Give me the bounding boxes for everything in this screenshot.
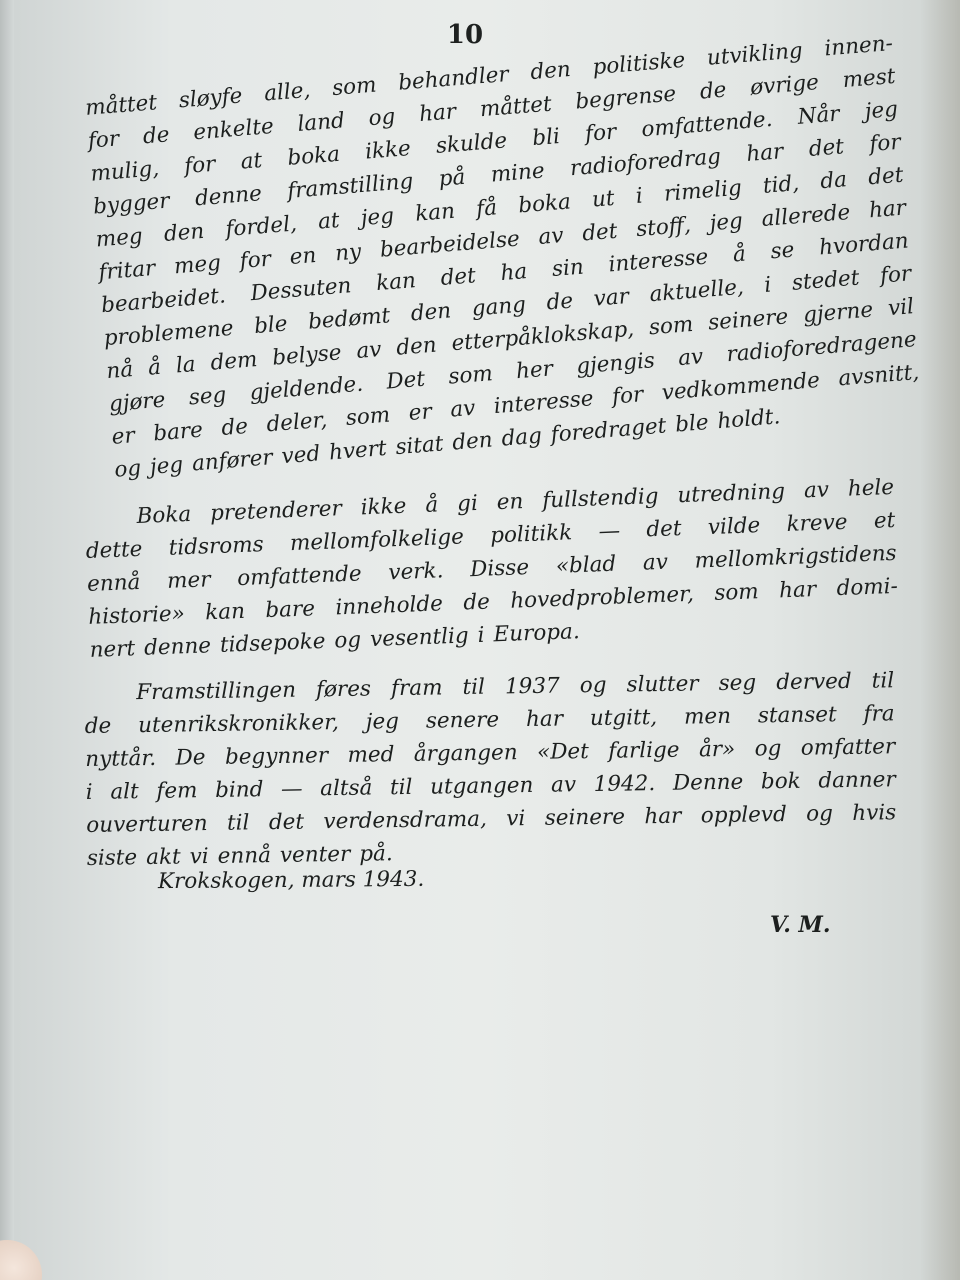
text-line: for de enkelte land og har måttet begrense de øvrige mest: [86, 63, 897, 154]
text-line: dette tidsroms mellomfolkelige politikk — det vilde kreve et: [85, 507, 896, 564]
text-line: gjøre seg gjeldende. Det som her gjengis av radioforedragene: [108, 327, 918, 417]
paragraph-1: [84, 27, 923, 487]
text-line: nyttår. De begynner med årgangen «Det farlige år» og omfatter: [85, 734, 896, 772]
text-line: nert denne tidsepoke og vesentlig i Europa.: [89, 619, 581, 663]
text-line: mulig, for at boka ikke skulde bli for omfattende. Når jeg: [89, 96, 899, 187]
text-line: i alt fem bind — altså til utgangen av 1942. Denne bok danner: [85, 767, 896, 805]
author-initials: V. M.: [770, 912, 831, 938]
text-line: nå å la dem belyse av den etterpåklokskap, som seinere gjerne vil: [105, 294, 915, 385]
text-line: siste akt vi ennå venter på.: [86, 841, 393, 871]
text-line: historie» kan bare inneholde de hovedproblemer, som har domi-: [87, 573, 899, 630]
page-shadow-right: [920, 0, 960, 1280]
thumb-tip: [0, 1240, 42, 1280]
text-line: meg den fordel, at jeg kan få boka ut i rimelig tid, da det: [94, 162, 905, 253]
page-number: 10: [446, 20, 484, 50]
text-line: fritar meg for en ny bearbeidelse av det stoff, jeg allerede har: [97, 195, 907, 286]
paragraph-3: [84, 664, 897, 875]
text-line: Framstillingen føres fram til 1937 og slutter seg derved til: [136, 668, 895, 706]
text-line: Boka pretenderer ikke å gi en fullstendig utredning av hele: [136, 474, 895, 529]
text-line: måttet sløyfe alle, som behandler den politiske utvikling innen-: [84, 31, 894, 121]
text-line: bygger denne framstilling på mine radioforedrag har det for: [92, 129, 902, 220]
text-line: bearbeidet. Dessuten kan det ha sin interesse å se hvordan: [100, 228, 910, 319]
text-line: problemene ble bedømt den gang de var aktuelle, i stedet for: [102, 261, 913, 352]
text-line: ennå mer omfattende verk. Disse «blad av mellomkrigstidens: [86, 540, 898, 597]
text-line: de utenrikskronikker, jeg senere har utgitt, men stanset fra: [84, 701, 895, 739]
text-line: ouverturen til det verdensdrama, vi seinere har opplevd og hvis: [86, 800, 897, 838]
text-line: og jeg anfører ved hvert sitat den dag foredraget ble holdt.: [113, 404, 782, 483]
page-edge-left: [0, 0, 14, 1280]
place-date: Krokskogen, mars 1943.: [157, 866, 425, 895]
text-line: er bare de deler, som er av interesse for vedkommende avsnitt,: [110, 359, 921, 450]
paragraph-2: [84, 471, 900, 667]
